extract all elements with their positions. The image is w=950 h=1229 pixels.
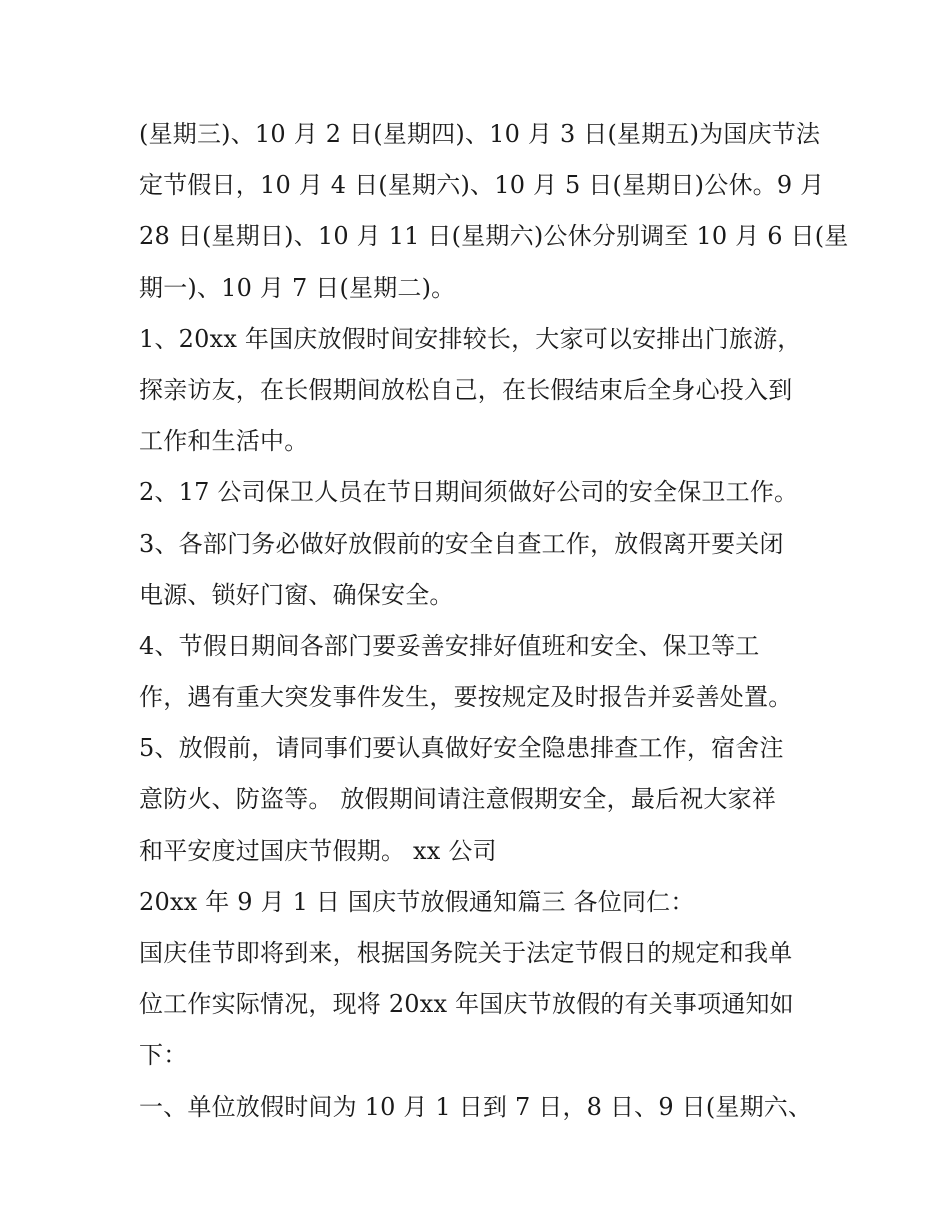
text-line: 2、17 公司保卫人员在节日期间须做好公司的安全保卫工作。 (139, 478, 799, 507)
text-line: 期一)、10 月 7 日(星期二)。 (139, 273, 456, 302)
document-body (139, 109, 849, 1133)
text-line: (星期三)、10 月 2 日(星期四)、10 月 3 日(星期五)为国庆节法 (139, 120, 821, 148)
text-line: 定节假日，10 月 4 日(星期六)、10 月 5 日(星期日)公休。9 月 (139, 171, 825, 200)
text-line: 28 日(星期日)、10 月 11 日(星期六)公休分别调至 10 月 6 日(星 (139, 222, 849, 251)
text-line: 1、20xx 年国庆放假时间安排较长，大家可以安排出门旅游， (139, 324, 802, 353)
text-line: 工作和生活中。 (139, 427, 309, 456)
text-line: 探亲访友，在长假期间放松自己，在长假结束后全身心投入到 (139, 375, 793, 404)
text-line: 电源、锁好门窗、确保安全。 (139, 580, 454, 609)
text-line: 一、单位放假时间为 10 月 1 日到 7 日，8 日、9 日(星期六、 (139, 1092, 813, 1121)
text-line: 位工作实际情况，现将 20xx 年国庆节放假的有关事项通知如 (139, 990, 794, 1019)
text-line: 3、各部门务必做好放假前的安全自查工作，放假离开要关闭 (139, 529, 784, 558)
text-line: 意防火、防盗等。 放假期间请注意假期安全，最后祝大家祥 (139, 785, 777, 814)
text-line: 下： (139, 1041, 188, 1070)
text-line: 作，遇有重大突发事件发生，要按规定及时报告并妥善处置。 (139, 683, 793, 712)
text-line: 和平安度过国庆节假期。 xx 公司 (139, 836, 497, 865)
text-line: 5、放假前，请同事们要认真做好安全隐患排查工作，宿舍注 (139, 734, 784, 763)
text-line: 国庆佳节即将到来，根据国务院关于法定节假日的规定和我单 (139, 939, 793, 967)
text-line: 20xx 年 9 月 1 日 国庆节放假通知篇三 各位同仁： (139, 887, 695, 916)
text-line: 4、节假日期间各部门要妥善安排好值班和安全、保卫等工 (139, 631, 760, 660)
